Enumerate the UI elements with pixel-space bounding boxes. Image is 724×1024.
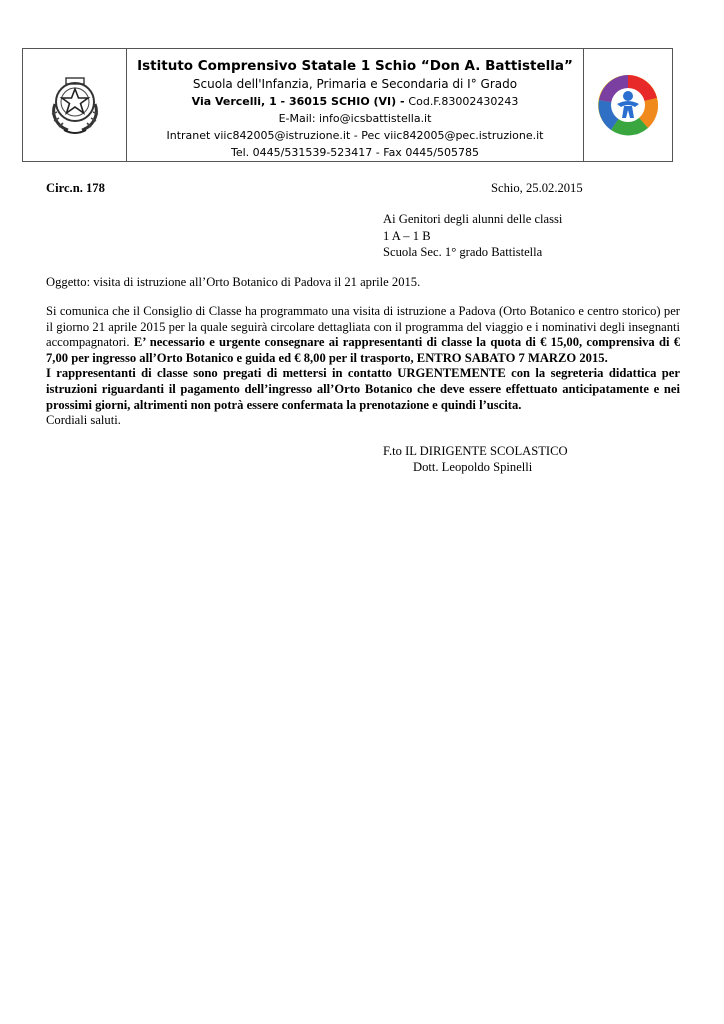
fiscal-code: Cod.F.83002430243: [408, 95, 519, 108]
recipients-line-2: 1 A – 1 B: [383, 228, 431, 243]
recipients-line-1: Ai Genitori degli alunni delle classi: [383, 212, 563, 226]
paragraph-1-text: Si comunica che il Consiglio di Classe ha programmato una visita di istruzione a Padova (Orto Botanico e centro storico) per il giorno 21 aprile 2015 per la quale seguirà circolare dettagliata con il programma del viaggio e i nominativi degli insegnanti accompagnatori.: [46, 304, 680, 350]
place-date: Schio, 25.02.2015: [491, 181, 583, 195]
address: Via Vercelli, 1 - 36015 SCHIO (VI) -: [191, 95, 405, 108]
circular-number: Circ.n. 178: [46, 181, 105, 195]
signature-name: Dott. Leopoldo Spinelli: [413, 460, 533, 474]
email-line: E-Mail: info@icsbattistella.it: [278, 112, 432, 125]
school-type: Scuola dell'Infanzia, Primaria e Secondaria di I° Grado: [192, 77, 518, 91]
paragraph-1: [46, 304, 680, 366]
recipients-block: [383, 211, 562, 261]
subject-line: Oggetto: visita di istruzione all’Orto Botanico di Padova il 21 aprile 2015.: [46, 275, 421, 289]
school-rainbow-logo-icon: [593, 70, 663, 140]
phone-fax-line: Tel. 0445/531539-523417 - Fax 0445/505785: [230, 146, 480, 159]
paragraph-1-bold-text: E’ necessario e urgente consegnare ai rappresentanti di classe la quota di € 15,00, comprensiva di € 7,00 per ingresso all’Orto Botanico e guida ed € 8,00 per il trasporto, ENTRO SABATO 7 MARZO 2015.: [46, 335, 680, 365]
intranet-line: Intranet viic842005@istruzione.it - Pec viic842005@pec.istruzione.it: [166, 129, 544, 142]
letter-body: [46, 304, 680, 429]
address-line: [127, 93, 583, 110]
letterhead: [22, 48, 673, 162]
paragraph-2: I rappresentanti di classe sono pregati di mettersi in contatto URGENTEMENTE con la segreteria didattica per istruzioni riguardanti il pagamento dell’ingresso all’Orto Botanico che deve essere effettuato anticipatamente e nei prossimi giorni, altrimenti non potrà essere confermata la prenotazione e quindi l’uscita.: [46, 366, 680, 412]
letterhead-text: [127, 49, 583, 161]
closing-line: Cordiali saluti.: [46, 413, 121, 428]
signature-title: F.to IL DIRIGENTE SCOLASTICO: [383, 444, 568, 458]
italian-republic-emblem-icon: [46, 72, 104, 138]
right-logo-cell: [583, 49, 672, 161]
recipients-line-3: Scuola Sec. 1° grado Battistella: [383, 245, 543, 259]
left-logo-cell: [23, 49, 127, 161]
school-name: Istituto Comprensivo Statale 1 Schio “Don A. Battistella”: [137, 58, 573, 74]
